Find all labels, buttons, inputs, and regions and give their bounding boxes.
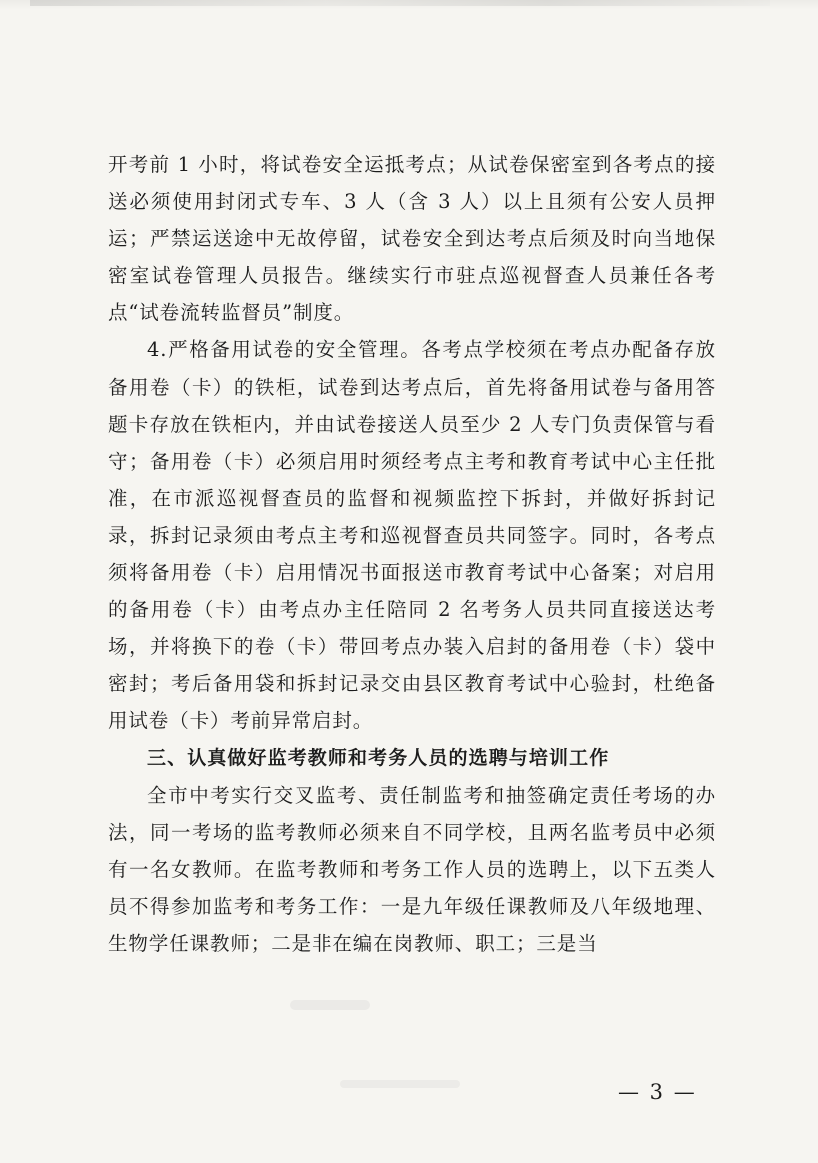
scan-edge-shadow: [30, 0, 770, 6]
paragraph-invigilators: 全市中考实行交叉监考、责任制监考和抽签确定责任考场的办法，同一考场的监考教师必须来自不同学校，且两名监考员中必须有一名女教师。在监考教师和考务工作人员的选聘上，以下五类人员不得参加监考和考务工作：一是九年级任课教师及八年级地理、生物学任课教师；二是非在编在岗教师、职工；三是当: [108, 783, 716, 955]
section-heading: 三、认真做好监考教师和考务人员的选聘与培训工作: [147, 746, 610, 769]
document-body: [108, 146, 716, 962]
scan-smudge: [290, 1000, 370, 1010]
paragraph-continuation: 开考前 1 小时，将试卷安全运抵考点；从试卷保密室到各考点的接送必须使用封闭式专车、3 人（含 3 人）以上且须有公安人员押运；严禁运送途中无故停留，试卷安全到达考点后须及时向当地保密室试卷管理人员报告。继续实行市驻点巡视督查人员兼任各考点“试卷流转监督员”制度。: [108, 153, 716, 325]
paragraph-backup-papers: 4.严格备用试卷的安全管理。各考点学校须在考点办配备存放备用卷（卡）的铁柜，试卷到达考点后，首先将备用试卷与备用答题卡存放在铁柜内，并由试卷接送人员至少 2 人专门负责保管与看守；备用卷（卡）必须启用时须经考点主考和教育考试中心主任批准，在市派巡视督查员的监督和视频监控下拆封，并做好拆封记录，拆封记录须由考点主考和巡视督查员共同签字。同时，各考点须将备用卷（卡）启用情况书面报送市教育考试中心备案；对启用的备用卷（卡）由考点办主任陪同 2 名考务人员共同直接送达考场，并将换下的卷（卡）带回考点办装入启封的备用卷（卡）袋中密封；考后备用袋和拆封记录交由县区教育考试中心验封，杜绝备用试卷（卡）考前异常启封。: [108, 338, 716, 733]
page-number: — 3 —: [618, 1080, 697, 1104]
scan-smudge: [340, 1080, 460, 1088]
